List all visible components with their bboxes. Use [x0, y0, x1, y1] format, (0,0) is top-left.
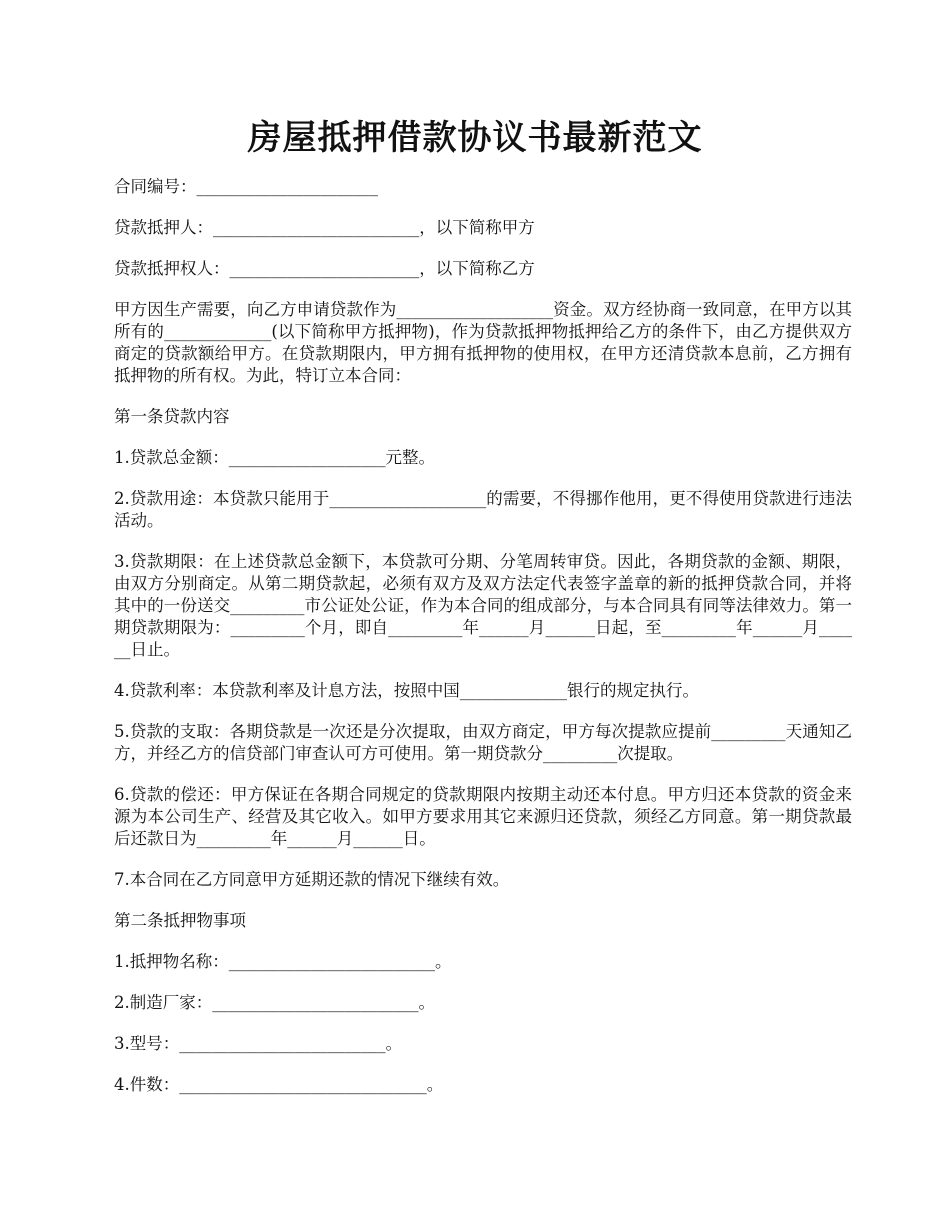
document-title: 房屋抵押借款协议书最新范文 — [247, 118, 703, 158]
article-2-heading: 第二条抵押物事项 — [114, 911, 246, 930]
clause-extension: 7.本合同在乙方同意甲方延期还款的情况下继续有效。 — [114, 870, 510, 889]
collateral-name-line: 1.抵押物名称：_________________________。 — [114, 952, 452, 971]
clause-withdrawal: 5.贷款的支取：各期贷款是一次还是分次提取，由双方商定，甲方每次提款应提前_________天通知乙方，并经乙方的信贷部门审查认可方可使用。第一期贷款分_________次提取。 — [114, 722, 852, 763]
mortgagor-line: 贷款抵押人：_________________________，以下简称甲方 — [114, 218, 535, 237]
clause-interest-rate: 4.贷款利率：本贷款利率及计息方法，按照中国_____________银行的规定执行。 — [114, 681, 699, 700]
clause-loan-term: 3.贷款期限：在上述贷款总金额下，本贷款可分期、分笔周转审贷。因此，各期贷款的金额、期限，由双方分别商定。从第二期贷款起，必须有双方及双方法定代表签字盖章的新的抵押贷款合同，并将其中的一份送交_________市公证处公证，作为本合同的组成部分，与本合同具有同等法律效力。第一期贷款期限为：_________个月，即自_________年______月______日起，至_________年______月______日止。 — [114, 552, 852, 659]
article-1-heading: 第一条贷款内容 — [114, 407, 230, 426]
preamble-paragraph: 甲方因生产需要，向乙方申请贷款作为___________________资金。双方经协商一致同意，在甲方以其所有的_____________(以下简称甲方抵押物)，作为贷款抵押物抵押给乙方的条件下，由乙方提供双方商定的贷款额给甲方。在贷款期限内，甲方拥有抵押物的使用权，在甲方还清贷款本息前，乙方拥有抵押物的所有权。为此，特订立本合同： — [114, 300, 852, 385]
manufacturer-line: 2.制造厂家：_________________________。 — [114, 993, 435, 1012]
clause-loan-purpose: 2.贷款用途：本贷款只能用于___________________的需要，不得挪作他用，更不得使用贷款进行违法活动。 — [114, 489, 852, 530]
quantity-line: 4.件数：______________________________。 — [114, 1075, 444, 1094]
clause-loan-amount: 1.贷款总金额：___________________元整。 — [114, 448, 435, 467]
clause-repayment: 6.贷款的偿还：甲方保证在各期合同规定的贷款期限内按期主动还本付息。甲方归还本贷款的资金来源为本公司生产、经营及其它收入。如甲方要求用其它来源归还贷款，须经乙方同意。第一期贷款最后还款日为_________年______月______日。 — [114, 785, 852, 848]
mortgagee-line: 贷款抵押权人：_______________________，以下简称乙方 — [114, 259, 535, 278]
document-body — [114, 176, 852, 1115]
contract-number-line: 合同编号：______________________ — [114, 177, 378, 196]
model-line: 3.型号：_________________________。 — [114, 1034, 402, 1053]
